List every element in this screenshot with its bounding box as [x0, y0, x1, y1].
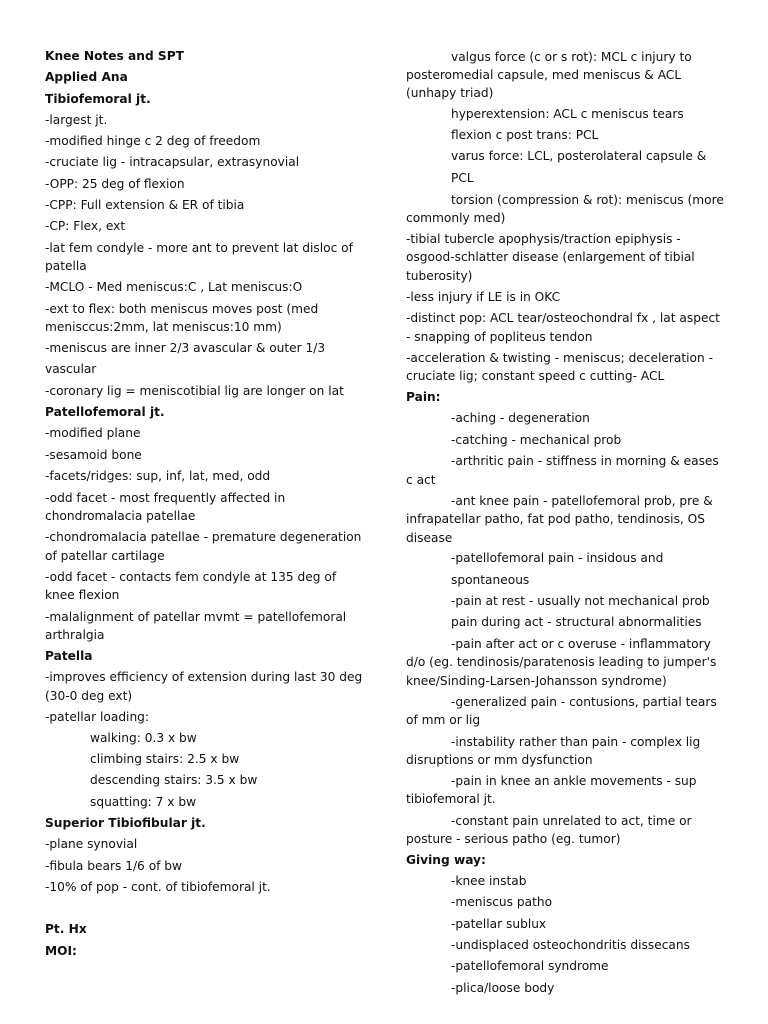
note-line: -cruciate lig - intracapsular, extrasynovial: [45, 155, 300, 170]
note-line: -pain in knee an ankle movements - sup tibiofemoral jt.: [406, 774, 697, 807]
note-line: -MCLO - Med meniscus:C , Lat meniscus:O: [45, 280, 303, 295]
section-heading: MOI:: [45, 943, 77, 958]
note-line: -pain at rest - usually not mechanical prob: [451, 594, 710, 609]
note-line: -largest jt.: [45, 112, 108, 127]
note-line: -coronary lig = meniscotibial lig are longer on lat: [45, 383, 344, 398]
left-column: [45, 46, 367, 962]
note-line: -chondromalacia patellae - premature degeneration of patellar cartilage: [45, 530, 362, 563]
section-heading: Giving way:: [406, 852, 486, 867]
note-line: -improves efficiency of extension during last 30 deg (30-0 deg ext): [45, 670, 363, 703]
note-line: -acceleration & twisting - meniscus; deceleration - cruciate lig; constant speed c cutting- ACL: [406, 350, 713, 384]
note-line: descending stairs: 3.5 x bw: [90, 773, 258, 788]
section-heading: Patella: [45, 648, 93, 663]
note-line: walking: 0.3 x bw: [90, 730, 197, 745]
note-line: -CPP: Full extension & ER of tibia: [45, 198, 245, 213]
note-line: -sesamoid bone: [45, 447, 142, 462]
blank-line: [45, 898, 367, 919]
section-heading: Tibiofemoral jt.: [45, 91, 151, 106]
section-heading: Patellofemoral jt.: [45, 405, 165, 420]
note-line: -generalized pain - contusions, partial tears of mm or lig: [406, 695, 717, 728]
note-line: flexion c post trans: PCL: [451, 128, 599, 143]
note-line: -ant knee pain - patellofemoral prob, pre & infrapatellar patho, fat pod patho, tendinosis, OS disease: [406, 494, 713, 545]
note-line: -modified plane: [45, 426, 141, 441]
note-line: -patellofemoral pain - insidous and spontaneous: [451, 551, 664, 587]
note-line: -less injury if LE is in OKC: [406, 289, 561, 304]
note-line: hyperextension: ACL c meniscus tears: [451, 106, 684, 121]
note-line: -meniscus patho: [451, 895, 553, 910]
note-line: climbing stairs: 2.5 x bw: [90, 752, 240, 767]
note-line: -ext to flex: both meniscus moves post (med menisccus:2mm, lat meniscus:10 mm): [45, 302, 319, 335]
note-line: -undisplaced osteochondritis dissecans: [451, 938, 690, 953]
note-line: -facets/ridges: sup, inf, lat, med, odd: [45, 468, 271, 483]
note-line: -plica/loose body: [451, 980, 555, 995]
note-line: -plane synovial: [45, 837, 138, 852]
note-line: -constant pain unrelated to act, time or posture - serious patho (eg. tumor): [406, 813, 692, 847]
note-line: pain during act - structural abnormalities: [451, 615, 702, 630]
note-line: -lat fem condyle - more ant to prevent lat disloc of patella: [45, 241, 353, 274]
note-line: -tibial tubercle apophysis/traction epiphysis - osgood-schlatter disease (enlargement of tibial tuberosity): [406, 232, 695, 283]
note-line: -meniscus are inner 2/3 avascular & outer 1/3 vascular: [45, 341, 326, 377]
right-column: [406, 46, 728, 999]
note-line: -malalignment of patellar mvmt = patellofemoral arthralgia: [45, 609, 347, 642]
section-heading: Superior Tibiofibular jt.: [45, 815, 206, 830]
note-line: -catching - mechanical prob: [451, 432, 622, 447]
note-line: -odd facet - most frequently affected in chondromalacia patellae: [45, 490, 286, 524]
section-heading: Pt. Hx: [45, 922, 87, 937]
note-line: squatting: 7 x bw: [90, 794, 197, 809]
note-line: -arthritic pain - stiffness in morning & eases c act: [406, 454, 719, 487]
note-line: -modified hinge c 2 deg of freedom: [45, 134, 261, 149]
note-line: torsion (compression & rot): meniscus (more commonly med): [406, 192, 724, 225]
section-heading: Applied Ana: [45, 70, 128, 85]
note-line: -patellofemoral syndrome: [451, 959, 609, 974]
note-line: -CP: Flex, ext: [45, 219, 126, 234]
note-line: -10% of pop - cont. of tibiofemoral jt.: [45, 879, 271, 894]
note-line: -instability rather than pain - complex lig disruptions or mm dysfunction: [406, 734, 701, 767]
note-line: -fibula bears 1/6 of bw: [45, 858, 183, 873]
note-line: varus force: LCL, posterolateral capsule & PCL: [451, 149, 707, 185]
note-line: -aching - degeneration: [451, 411, 590, 426]
note-line: -knee instab: [451, 874, 527, 889]
note-line: -OPP: 25 deg of flexion: [45, 176, 185, 191]
note-line: -patellar sublux: [451, 916, 547, 931]
note-line: -patellar loading:: [45, 709, 150, 724]
note-line: -odd facet - contacts fem condyle at 135 deg of knee flexion: [45, 569, 337, 603]
section-heading: Pain:: [406, 390, 441, 405]
note-line: -pain after act or c overuse - inflammatory d/o (eg. tendinosis/paratenosis leading to jumper's knee/Sinding-Larsen-Johansson syndrome): [406, 637, 717, 688]
note-line: valgus force (c or s rot): MCL c injury to posteromedial capsule, med meniscus & ACL (unhapy triad): [406, 49, 692, 101]
section-heading: Knee Notes and SPT: [45, 49, 184, 63]
note-line: -distinct pop: ACL tear/osteochondral fx , lat aspect - snapping of popliteus tendon: [406, 311, 720, 344]
